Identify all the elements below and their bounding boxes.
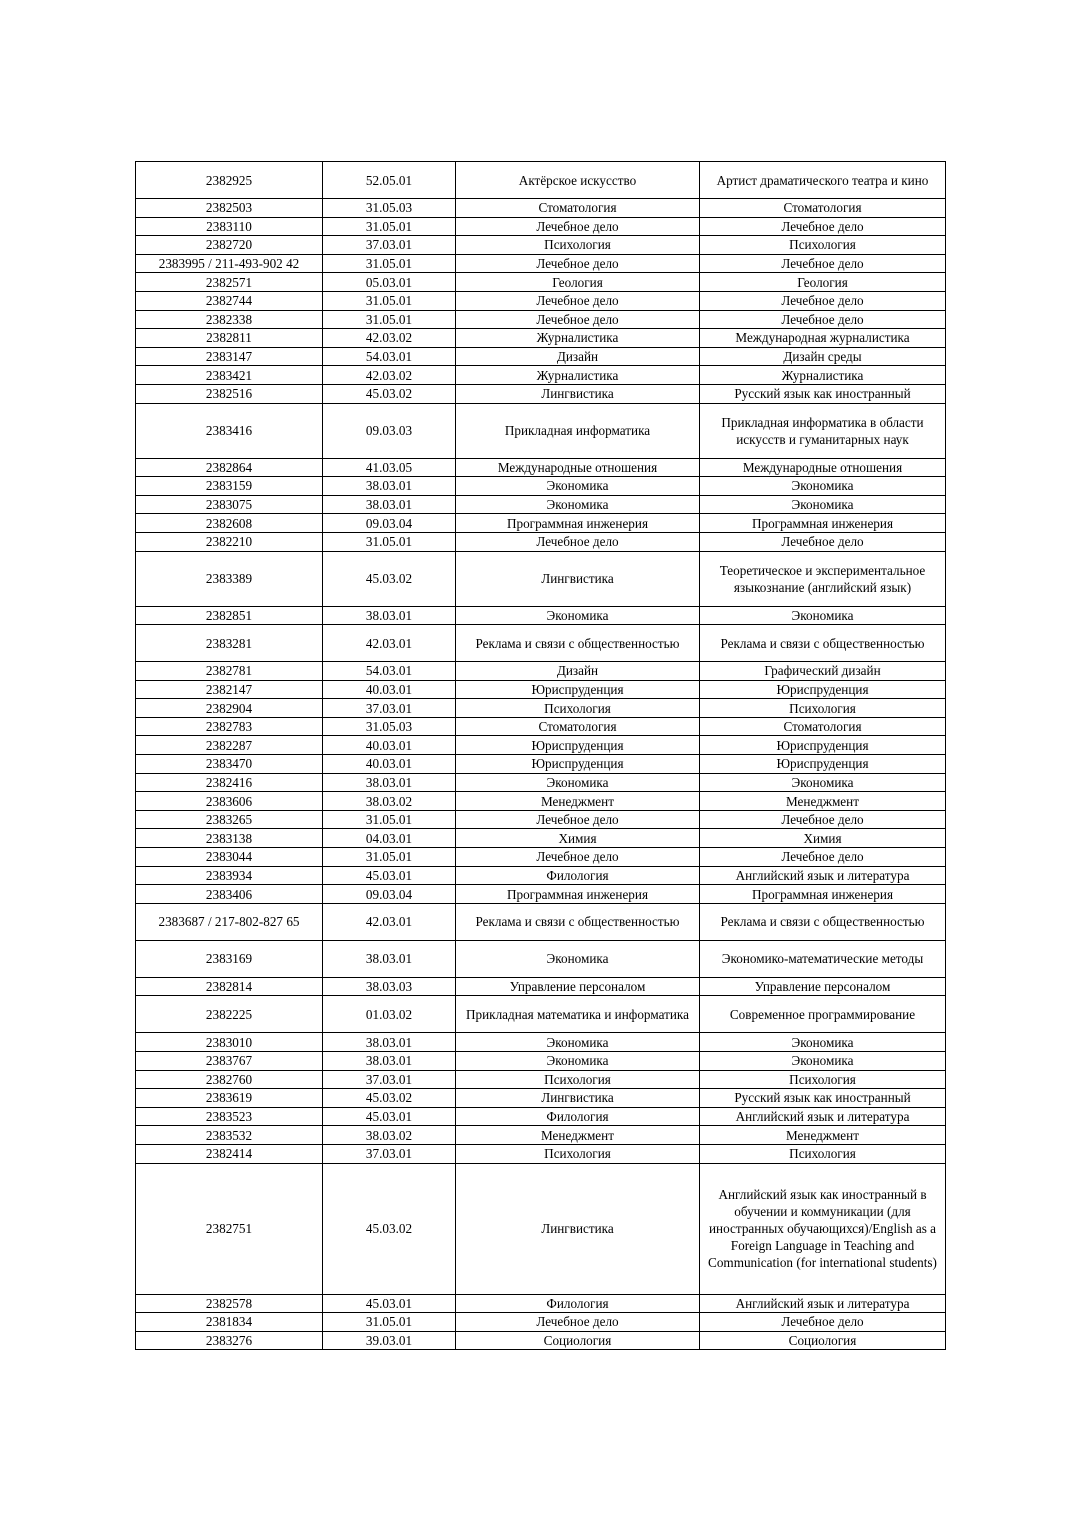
profile-cell: Лечебное дело — [700, 1313, 946, 1332]
profile-cell: Химия — [700, 829, 946, 848]
application-id-cell: 2381834 — [136, 1313, 323, 1332]
program-name-cell: Филология — [456, 1107, 700, 1126]
table-row — [136, 514, 946, 533]
profile-cell: Юриспруденция — [700, 755, 946, 774]
application-id-cell: 2383010 — [136, 1033, 323, 1052]
application-id-cell: 2383619 — [136, 1089, 323, 1108]
profile-cell: Экономика — [700, 606, 946, 625]
program-code-cell: 09.03.04 — [323, 885, 456, 904]
table-row — [136, 885, 946, 904]
profile-cell: Экономика — [700, 773, 946, 792]
application-id-cell: 2382608 — [136, 514, 323, 533]
program-name-cell: Дизайн — [456, 662, 700, 681]
program-code-cell: 31.05.01 — [323, 310, 456, 329]
application-id-cell: 2382571 — [136, 273, 323, 292]
application-id-cell: 2383767 — [136, 1052, 323, 1071]
table-row — [136, 310, 946, 329]
program-name-cell: Стоматология — [456, 199, 700, 218]
profile-cell: Геология — [700, 273, 946, 292]
program-code-cell: 09.03.04 — [323, 514, 456, 533]
table-row — [136, 162, 946, 199]
profile-cell: Русский язык как иностранный — [700, 1089, 946, 1108]
application-id-cell: 2383421 — [136, 366, 323, 385]
application-id-cell: 2382814 — [136, 977, 323, 996]
profile-cell: Юриспруденция — [700, 736, 946, 755]
program-name-cell: Прикладная математика и информатика — [456, 996, 700, 1033]
applicants-table — [135, 161, 946, 1350]
application-id-cell: 2382760 — [136, 1070, 323, 1089]
application-id-cell: 2382516 — [136, 384, 323, 403]
profile-cell: Лечебное дело — [700, 254, 946, 273]
profile-cell: Социология — [700, 1331, 946, 1350]
table-row — [136, 829, 946, 848]
program-code-cell: 31.05.01 — [323, 532, 456, 551]
program-code-cell: 45.03.02 — [323, 384, 456, 403]
program-code-cell: 38.03.01 — [323, 477, 456, 496]
program-code-cell: 38.03.01 — [323, 606, 456, 625]
application-id-cell: 2382811 — [136, 329, 323, 348]
program-code-cell: 38.03.03 — [323, 977, 456, 996]
table-row — [136, 384, 946, 403]
profile-cell: Программная инженерия — [700, 885, 946, 904]
program-code-cell: 38.03.01 — [323, 1052, 456, 1071]
table-row — [136, 699, 946, 718]
program-code-cell: 38.03.02 — [323, 1126, 456, 1145]
table-row — [136, 996, 946, 1033]
program-code-cell: 05.03.01 — [323, 273, 456, 292]
application-id-cell: 2383075 — [136, 495, 323, 514]
table-row — [136, 680, 946, 699]
application-id-cell: 2382864 — [136, 458, 323, 477]
application-id-cell: 2383389 — [136, 551, 323, 606]
profile-cell: Журналистика — [700, 366, 946, 385]
program-code-cell: 41.03.05 — [323, 458, 456, 477]
profile-cell: Лечебное дело — [700, 310, 946, 329]
table-row — [136, 755, 946, 774]
program-name-cell: Лечебное дело — [456, 810, 700, 829]
table-row — [136, 625, 946, 662]
program-code-cell: 31.05.01 — [323, 848, 456, 867]
program-name-cell: Лечебное дело — [456, 310, 700, 329]
program-code-cell: 09.03.03 — [323, 403, 456, 458]
program-name-cell: Экономика — [456, 495, 700, 514]
table-row — [136, 1313, 946, 1332]
table-row — [136, 977, 946, 996]
program-name-cell: Психология — [456, 1070, 700, 1089]
program-code-cell: 39.03.01 — [323, 1331, 456, 1350]
program-name-cell: Лингвистика — [456, 384, 700, 403]
profile-cell: Лечебное дело — [700, 291, 946, 310]
program-name-cell: Химия — [456, 829, 700, 848]
program-code-cell: 54.03.01 — [323, 347, 456, 366]
table-row — [136, 273, 946, 292]
application-id-cell: 2383147 — [136, 347, 323, 366]
profile-cell: Современное программирование — [700, 996, 946, 1033]
program-code-cell: 37.03.01 — [323, 236, 456, 255]
program-code-cell: 31.05.03 — [323, 199, 456, 218]
profile-cell: Управление персоналом — [700, 977, 946, 996]
application-id-cell: 2382503 — [136, 199, 323, 218]
program-name-cell: Экономика — [456, 940, 700, 977]
program-code-cell: 31.05.01 — [323, 810, 456, 829]
program-name-cell: Геология — [456, 273, 700, 292]
program-name-cell: Филология — [456, 866, 700, 885]
table-row — [136, 1089, 946, 1108]
profile-cell: Менеджмент — [700, 1126, 946, 1145]
program-code-cell: 31.05.01 — [323, 1313, 456, 1332]
table-row — [136, 366, 946, 385]
table-row — [136, 254, 946, 273]
table-row — [136, 236, 946, 255]
profile-cell: Артист драматического театра и кино — [700, 162, 946, 199]
application-id-cell: 2383265 — [136, 810, 323, 829]
program-code-cell: 01.03.02 — [323, 996, 456, 1033]
program-name-cell: Менеджмент — [456, 792, 700, 811]
profile-cell: Теоретическое и экспериментальное языкознание (английский язык) — [700, 551, 946, 606]
profile-cell: Экономика — [700, 495, 946, 514]
application-id-cell: 2383523 — [136, 1107, 323, 1126]
program-name-cell: Журналистика — [456, 366, 700, 385]
application-id-cell: 2383169 — [136, 940, 323, 977]
application-id-cell: 2383138 — [136, 829, 323, 848]
application-id-cell: 2383606 — [136, 792, 323, 811]
table-row — [136, 866, 946, 885]
program-name-cell: Реклама и связи с общественностью — [456, 625, 700, 662]
table-row — [136, 1033, 946, 1052]
program-name-cell: Экономика — [456, 773, 700, 792]
profile-cell: Английский язык и литература — [700, 1107, 946, 1126]
table-row — [136, 606, 946, 625]
application-id-cell: 2383044 — [136, 848, 323, 867]
program-name-cell: Психология — [456, 236, 700, 255]
program-code-cell: 45.03.02 — [323, 1089, 456, 1108]
profile-cell: Психология — [700, 236, 946, 255]
profile-cell: Экономика — [700, 1033, 946, 1052]
program-code-cell: 31.05.03 — [323, 717, 456, 736]
program-name-cell: Психология — [456, 1144, 700, 1163]
program-code-cell: 38.03.01 — [323, 495, 456, 514]
program-code-cell: 45.03.02 — [323, 1163, 456, 1294]
profile-cell: Экономико-математические методы — [700, 940, 946, 977]
profile-cell: Психология — [700, 1070, 946, 1089]
program-code-cell: 45.03.01 — [323, 1294, 456, 1313]
profile-cell: Лечебное дело — [700, 810, 946, 829]
program-name-cell: Лечебное дело — [456, 1313, 700, 1332]
profile-cell: Русский язык как иностранный — [700, 384, 946, 403]
program-code-cell: 42.03.01 — [323, 625, 456, 662]
table-row — [136, 736, 946, 755]
program-name-cell: Актёрское искусство — [456, 162, 700, 199]
application-id-cell: 2383159 — [136, 477, 323, 496]
program-name-cell: Прикладная информатика — [456, 403, 700, 458]
program-name-cell: Юриспруденция — [456, 736, 700, 755]
application-id-cell: 2382338 — [136, 310, 323, 329]
program-name-cell: Лечебное дело — [456, 254, 700, 273]
program-code-cell: 52.05.01 — [323, 162, 456, 199]
application-id-cell: 2382210 — [136, 532, 323, 551]
table-row — [136, 532, 946, 551]
application-id-cell: 2382904 — [136, 699, 323, 718]
application-id-cell: 2382416 — [136, 773, 323, 792]
program-name-cell: Лингвистика — [456, 1089, 700, 1108]
program-code-cell: 38.03.01 — [323, 1033, 456, 1052]
application-id-cell: 2383406 — [136, 885, 323, 904]
application-id-cell: 2382851 — [136, 606, 323, 625]
program-name-cell: Программная инженерия — [456, 514, 700, 533]
program-code-cell: 42.03.02 — [323, 329, 456, 348]
profile-cell: Английский язык как иностранный в обучении и коммуникации (для иностранных обучающихся)/English as a Foreign Language in Teaching and Communication (for international students) — [700, 1163, 946, 1294]
program-name-cell: Лингвистика — [456, 551, 700, 606]
profile-cell: Английский язык и литература — [700, 866, 946, 885]
application-id-cell: 2383110 — [136, 217, 323, 236]
program-code-cell: 04.03.01 — [323, 829, 456, 848]
application-id-cell: 2382781 — [136, 662, 323, 681]
application-id-cell: 2382783 — [136, 717, 323, 736]
table-row — [136, 662, 946, 681]
table-row — [136, 458, 946, 477]
table-row — [136, 1144, 946, 1163]
program-code-cell: 40.03.01 — [323, 736, 456, 755]
program-name-cell: Реклама и связи с общественностью — [456, 903, 700, 940]
program-code-cell: 31.05.01 — [323, 254, 456, 273]
table-row — [136, 347, 946, 366]
table-row — [136, 1126, 946, 1145]
table-row — [136, 551, 946, 606]
profile-cell: Лечебное дело — [700, 217, 946, 236]
table-row — [136, 717, 946, 736]
table-row — [136, 810, 946, 829]
program-name-cell: Экономика — [456, 1033, 700, 1052]
program-name-cell: Психология — [456, 699, 700, 718]
profile-cell: Лечебное дело — [700, 848, 946, 867]
application-id-cell: 2383995 / 211-493-902 42 — [136, 254, 323, 273]
profile-cell: Экономика — [700, 1052, 946, 1071]
profile-cell: Дизайн среды — [700, 347, 946, 366]
program-name-cell: Филология — [456, 1294, 700, 1313]
table-row — [136, 1070, 946, 1089]
program-name-cell: Экономика — [456, 477, 700, 496]
program-name-cell: Юриспруденция — [456, 755, 700, 774]
program-name-cell: Дизайн — [456, 347, 700, 366]
profile-cell: Реклама и связи с общественностью — [700, 903, 946, 940]
program-code-cell: 45.03.01 — [323, 1107, 456, 1126]
program-code-cell: 38.03.01 — [323, 773, 456, 792]
profile-cell: Стоматология — [700, 717, 946, 736]
program-name-cell: Менеджмент — [456, 1126, 700, 1145]
table-row — [136, 1331, 946, 1350]
table-row — [136, 477, 946, 496]
application-id-cell: 2382225 — [136, 996, 323, 1033]
table-row — [136, 792, 946, 811]
program-name-cell: Стоматология — [456, 717, 700, 736]
application-id-cell: 2383281 — [136, 625, 323, 662]
program-name-cell: Социология — [456, 1331, 700, 1350]
table-row — [136, 1294, 946, 1313]
program-name-cell: Юриспруденция — [456, 680, 700, 699]
profile-cell: Международная журналистика — [700, 329, 946, 348]
application-id-cell: 2383416 — [136, 403, 323, 458]
program-name-cell: Экономика — [456, 1052, 700, 1071]
program-code-cell: 42.03.01 — [323, 903, 456, 940]
profile-cell: Прикладная информатика в области искусств и гуманитарных наук — [700, 403, 946, 458]
application-id-cell: 2383470 — [136, 755, 323, 774]
application-id-cell: 2383276 — [136, 1331, 323, 1350]
profile-cell: Международные отношения — [700, 458, 946, 477]
program-code-cell: 37.03.01 — [323, 699, 456, 718]
profile-cell: Юриспруденция — [700, 680, 946, 699]
program-code-cell: 37.03.01 — [323, 1144, 456, 1163]
application-id-cell: 2382414 — [136, 1144, 323, 1163]
program-name-cell: Международные отношения — [456, 458, 700, 477]
table-row — [136, 1052, 946, 1071]
table-row — [136, 903, 946, 940]
program-code-cell: 38.03.01 — [323, 940, 456, 977]
table-row — [136, 940, 946, 977]
program-name-cell: Лингвистика — [456, 1163, 700, 1294]
profile-cell: Лечебное дело — [700, 532, 946, 551]
table-body — [136, 162, 946, 1350]
application-id-cell: 2382147 — [136, 680, 323, 699]
program-code-cell: 45.03.01 — [323, 866, 456, 885]
program-name-cell: Управление персоналом — [456, 977, 700, 996]
program-code-cell: 37.03.01 — [323, 1070, 456, 1089]
program-name-cell: Лечебное дело — [456, 217, 700, 236]
application-id-cell: 2383934 — [136, 866, 323, 885]
profile-cell: Английский язык и литература — [700, 1294, 946, 1313]
table-row — [136, 1163, 946, 1294]
table-row — [136, 1107, 946, 1126]
application-id-cell: 2382578 — [136, 1294, 323, 1313]
profile-cell: Графический дизайн — [700, 662, 946, 681]
program-code-cell: 31.05.01 — [323, 291, 456, 310]
profile-cell: Экономика — [700, 477, 946, 496]
table-row — [136, 773, 946, 792]
program-name-cell: Журналистика — [456, 329, 700, 348]
program-name-cell: Экономика — [456, 606, 700, 625]
profile-cell: Психология — [700, 699, 946, 718]
table-row — [136, 329, 946, 348]
application-id-cell: 2382744 — [136, 291, 323, 310]
profile-cell: Программная инженерия — [700, 514, 946, 533]
table-row — [136, 217, 946, 236]
program-name-cell: Лечебное дело — [456, 291, 700, 310]
program-code-cell: 45.03.02 — [323, 551, 456, 606]
profile-cell: Стоматология — [700, 199, 946, 218]
profile-cell: Реклама и связи с общественностью — [700, 625, 946, 662]
table-row — [136, 403, 946, 458]
program-code-cell: 42.03.02 — [323, 366, 456, 385]
program-code-cell: 31.05.01 — [323, 217, 456, 236]
application-id-cell: 2383532 — [136, 1126, 323, 1145]
application-id-cell: 2382925 — [136, 162, 323, 199]
table-row — [136, 291, 946, 310]
program-code-cell: 54.03.01 — [323, 662, 456, 681]
program-name-cell: Программная инженерия — [456, 885, 700, 904]
application-id-cell: 2383687 / 217-802-827 65 — [136, 903, 323, 940]
program-name-cell: Лечебное дело — [456, 532, 700, 551]
table-row — [136, 495, 946, 514]
table-row — [136, 848, 946, 867]
application-id-cell: 2382751 — [136, 1163, 323, 1294]
profile-cell: Менеджмент — [700, 792, 946, 811]
program-name-cell: Лечебное дело — [456, 848, 700, 867]
profile-cell: Психология — [700, 1144, 946, 1163]
program-code-cell: 40.03.01 — [323, 755, 456, 774]
program-code-cell: 38.03.02 — [323, 792, 456, 811]
program-code-cell: 40.03.01 — [323, 680, 456, 699]
application-id-cell: 2382720 — [136, 236, 323, 255]
table-row — [136, 199, 946, 218]
application-id-cell: 2382287 — [136, 736, 323, 755]
